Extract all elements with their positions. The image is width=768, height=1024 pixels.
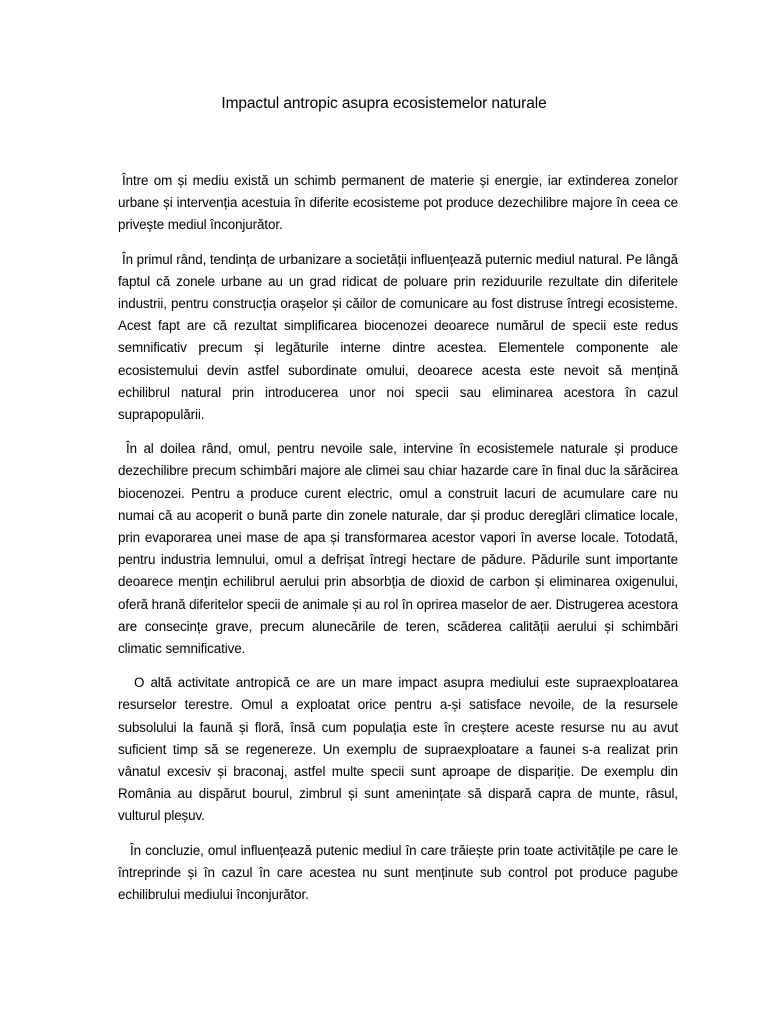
- paragraph-ecosystem-intervention: În al doilea rând, omul, pentru nevoile sale, intervine în ecosistemele naturale și produce dezechilibre precum schimbări majore ale climei sau chiar hazarde care în final duc la sărăcirea biocenozei. Pentru a produce curent electric, omul a construit lacuri de acumulare care nu numai că au acoperit o bună parte din zonele naturale, dar și produc dereglări climatice locale, prin evaporarea unei mase de apa și transformarea acestor vapori în averse locale. Totodată, pentru industria lemnului, omul a defrișat întregi hectare de pădure. Pădurile sunt importante deoarece mențin echilibrul aerului prin absorbția de dioxid de carbon și eliminarea oxigenului, oferă hrană diferitelor specii de animale și au rol în oprirea maselor de aer. Distrugerea acestora are consecințe grave, precum alunecările de teren, scăderea calității aerului și schimbări climatic semnificative.: [118, 441, 678, 657]
- paragraph-urbanization: În primul rând, tendința de urbanizare a societății influențează puternic mediul natural. Pe lângă faptul că zonele urbane au un grad ridicat de poluare prin reziduurile rezultate din diferitele industrii, pentru construcția orașelor și căilor de comunicare au fost distruse întregi ecosisteme. Acest fapt are că rezultat simplificarea biocenozei deoarece numărul de specii este redus semnificativ precum și legăturile interne dintre acestea. Elementele componente ale ecosistemului devin astfel subordinate omului, deoarece acesta este nevoit să mențină echilibrul natural prin introducerea unor noi specii sau eliminarea acestora în cazul suprapopulării.: [118, 251, 678, 423]
- document-title: Impactul antropic asupra ecosistemelor naturale: [221, 95, 547, 112]
- document-body: [118, 170, 678, 906]
- paragraph-overexploitation: O altă activitate antropică ce are un mare impact asupra mediului este supraexploatarea resurselor terestre. Omul a exploatat orice pentru a-și satisface nevoile, de la resursele subsolului la faună și floră, însă cum populația este în creștere aceste resurse nu au avut suficient timp să se regenereze. Un exemplu de supraexploatare a faunei s-a realizat prin vânatul excesiv și braconaj, astfel multe specii sunt aproape de dispariție. De exemplu din România au dispărut bourul, zimbrul și sunt amenințate să dispară capra de munte, râsul, vulturul pleșuv.: [118, 675, 678, 824]
- paragraph-conclusion: În concluzie, omul influențează putenic mediul în care trăiește prin toate activitățile pe care le întreprinde și în cazul în care acestea nu sunt menținute sub control pot produce pagube echilibrului mediului înconjurător.: [118, 842, 678, 903]
- paragraph-intro: Între om și mediu există un schimb permanent de materie și energie, iar extinderea zonelor urbane și intervenția acestuia în diferite ecosisteme pot produce dezechilibre majore în ceea ce privește mediul înconjurător.: [118, 173, 678, 233]
